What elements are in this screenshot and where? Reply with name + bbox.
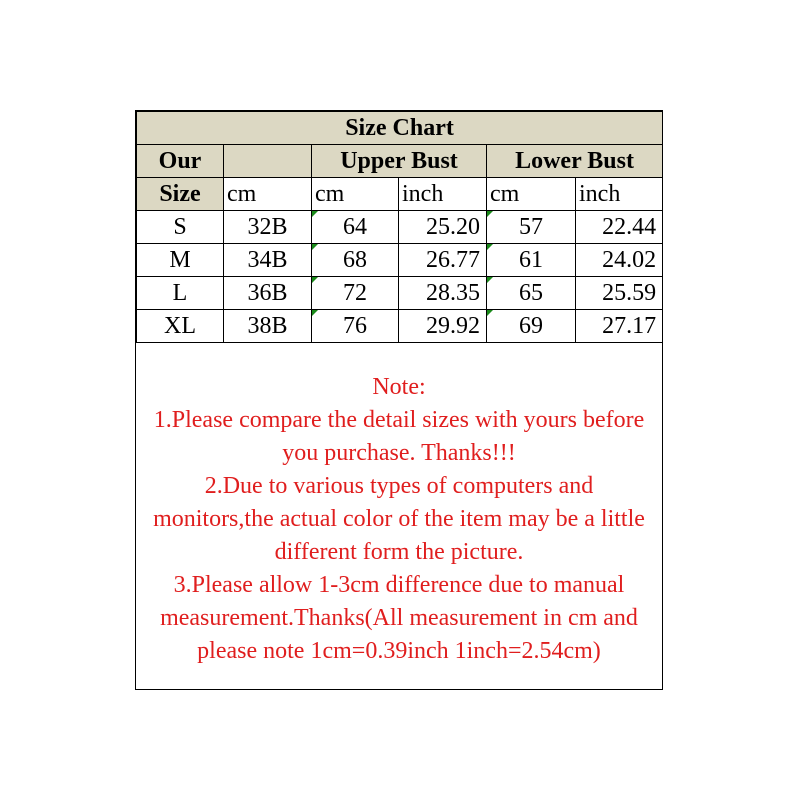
lower-cm-cell: 69 xyxy=(487,310,576,343)
upper-cm-cell: 68 xyxy=(312,244,399,277)
note-line: different form the picture. xyxy=(274,539,524,565)
unit-cell: cm xyxy=(224,178,312,211)
lower-cm-cell: 61 xyxy=(487,244,576,277)
lower-inch-cell: 24.02 xyxy=(576,244,663,277)
size-header: Size xyxy=(137,178,224,211)
upper-cm-cell: 76 xyxy=(312,310,399,343)
upper-cm-cell: 72 xyxy=(312,277,399,310)
size-table xyxy=(136,111,663,343)
empty-header xyxy=(224,145,312,178)
table-title: Size Chart xyxy=(137,112,663,145)
note-line: 3.Please allow 1-3cm difference due to manual xyxy=(173,572,625,598)
lower-cm-cell: 65 xyxy=(487,277,576,310)
size-cell: S xyxy=(137,211,224,244)
lower-inch-cell: 22.44 xyxy=(576,211,663,244)
size-cell: XL xyxy=(137,310,224,343)
size-cell: L xyxy=(137,277,224,310)
note-block xyxy=(136,371,662,668)
upper-inch-cell: 29.92 xyxy=(399,310,487,343)
note-line: measurement.Thanks(All measurement in cm and xyxy=(160,605,638,631)
upper-inch-cell: 26.77 xyxy=(399,244,487,277)
table-title-row xyxy=(137,112,663,145)
cup-cell: 38B xyxy=(224,310,312,343)
table-row xyxy=(137,211,663,244)
note-line: 1.Please compare the detail sizes with yours before xyxy=(153,407,645,433)
upper-inch-cell: 25.20 xyxy=(399,211,487,244)
note-line: please note 1cm=0.39inch 1inch=2.54cm) xyxy=(197,638,601,664)
lower-inch-cell: 25.59 xyxy=(576,277,663,310)
note-line: 2.Due to various types of computers and xyxy=(204,473,594,499)
unit-cell: inch xyxy=(576,178,663,211)
note-heading: Note: xyxy=(372,374,426,400)
cup-cell: 32B xyxy=(224,211,312,244)
table-row xyxy=(137,310,663,343)
unit-cell: cm xyxy=(487,178,576,211)
note-line: monitors,the actual color of the item may be a little xyxy=(153,506,645,532)
lower-bust-header: Lower Bust xyxy=(487,145,663,178)
our-header: Our xyxy=(137,145,224,178)
cup-cell: 36B xyxy=(224,277,312,310)
upper-inch-cell: 28.35 xyxy=(399,277,487,310)
upper-bust-header: Upper Bust xyxy=(312,145,487,178)
table-row xyxy=(137,277,663,310)
note-line: you purchase. Thanks!!! xyxy=(282,440,516,466)
unit-cell: inch xyxy=(399,178,487,211)
size-chart-frame xyxy=(135,110,663,690)
lower-cm-cell: 57 xyxy=(487,211,576,244)
size-cell: M xyxy=(137,244,224,277)
unit-cell: cm xyxy=(312,178,399,211)
lower-inch-cell: 27.17 xyxy=(576,310,663,343)
cup-cell: 34B xyxy=(224,244,312,277)
unit-header-row xyxy=(137,178,663,211)
group-header-row xyxy=(137,145,663,178)
upper-cm-cell: 64 xyxy=(312,211,399,244)
table-row xyxy=(137,244,663,277)
